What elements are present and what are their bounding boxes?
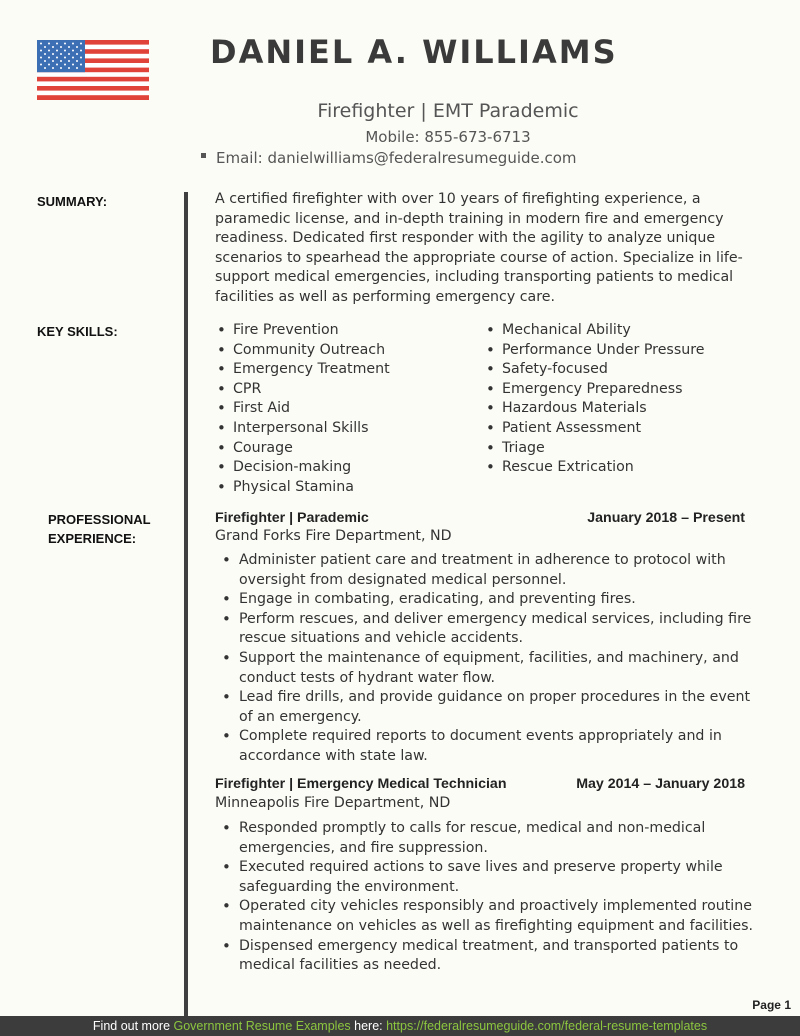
summary-label: SUMMARY: (37, 194, 108, 209)
experience-label-line2: EXPERIENCE: (48, 531, 137, 546)
skill-item: • Courage (215, 439, 390, 459)
skill-item: • CPR (215, 380, 390, 400)
job-organization: Minneapolis Fire Department, ND (215, 795, 451, 811)
skill-item: • Community Outreach (215, 341, 390, 361)
skill-item: • Fire Prevention (215, 321, 390, 341)
list-item: • Support the maintenance of equipment, facilities, and machinery, and conduct tests of hydrant water flow. (239, 649, 754, 688)
list-item: • Lead fire drills, and provide guidance on proper procedures in the event of an emergency. (239, 688, 754, 727)
footer-prefix: Find out more (92, 1019, 174, 1033)
job-duties-list (239, 551, 754, 767)
footer-middle: here: (350, 1019, 387, 1033)
job-header (215, 510, 745, 526)
list-item: • Dispensed emergency medical treatment, and transported patients to medical facilities as needed. (239, 937, 754, 976)
experience-label (48, 510, 151, 548)
email-line (201, 149, 577, 167)
summary-text: A certified firefighter with over 10 years of firefighting experience, a paramedic license, and in-depth training in modern fire and emergency readiness. Dedicated first responder with the agility to analyze unique scenarios to spearhead the appropriate course of action. Specialize in life-support medical emergencies, including transporting patients to medical facilities as well as performing emergency care. (215, 191, 743, 305)
candidate-name: DANIEL A. WILLIAMS (210, 33, 618, 71)
experience-label-line1: PROFESSIONAL (48, 512, 151, 527)
skill-item: • Performance Under Pressure (484, 341, 704, 361)
skill-item: • Triage (484, 439, 704, 459)
list-item: • Responded promptly to calls for rescue, medical and non-medical emergencies, and fire suppression. (239, 819, 754, 858)
job-title: Firefighter | Emergency Medical Technician (215, 776, 507, 792)
us-flag-icon (37, 40, 149, 100)
skill-item: • Patient Assessment (484, 419, 704, 439)
skill-item: • Physical Stamina (215, 478, 390, 498)
list-item: • Engage in combating, eradicating, and preventing fires. (239, 590, 754, 610)
skills-list-right (484, 321, 704, 478)
email-address: Email: danielwilliams@federalresumeguide.com (216, 149, 577, 167)
skill-item: • Emergency Treatment (215, 360, 390, 380)
page-number: Page 1 (752, 998, 791, 1012)
skill-item: • Mechanical Ability (484, 321, 704, 341)
list-item: • Administer patient care and treatment in adherence to protocol with oversight from designated medical personnel. (239, 551, 754, 590)
footer-examples-link[interactable]: Government Resume Examples (173, 1019, 351, 1033)
job-dates: January 2018 – Present (587, 510, 745, 526)
skill-item: • Safety-focused (484, 360, 704, 380)
skill-item: • Rescue Extrication (484, 458, 704, 478)
list-item: • Perform rescues, and deliver emergency medical services, including fire rescue situations and vehicle accidents. (239, 610, 754, 649)
job-title: Firefighter | Parademic (215, 510, 369, 526)
skill-item: • Interpersonal Skills (215, 419, 390, 439)
mobile-phone: Mobile: 855-673-6713 (365, 128, 531, 146)
section-divider (184, 192, 188, 1018)
list-item: • Operated city vehicles responsibly and proactively implemented routine maintenance on vehicles as well as firefighting equipment and facilities. (239, 897, 754, 936)
job-organization: Grand Forks Fire Department, ND (215, 528, 452, 544)
skills-label: KEY SKILLS: (37, 324, 118, 339)
skill-item: • Decision-making (215, 458, 390, 478)
job-dates: May 2014 – January 2018 (576, 776, 745, 792)
footer-bar (0, 1016, 800, 1036)
skill-item: • Emergency Preparedness (484, 380, 704, 400)
skill-item: • Hazardous Materials (484, 399, 704, 419)
job-duties-list (239, 819, 754, 976)
skill-item: • First Aid (215, 399, 390, 419)
list-item: • Executed required actions to save lives and preserve property while safeguarding the environment. (239, 858, 754, 897)
square-bullet-icon (201, 153, 206, 158)
list-item: • Complete required reports to document events appropriately and in accordance with state law. (239, 727, 754, 766)
footer-url-link[interactable]: https://federalresumeguide.com/federal-resume-templates (386, 1019, 708, 1033)
job-header (215, 776, 745, 792)
skills-list-left (215, 321, 390, 497)
job-title: Firefighter | EMT Parademic (317, 100, 579, 122)
